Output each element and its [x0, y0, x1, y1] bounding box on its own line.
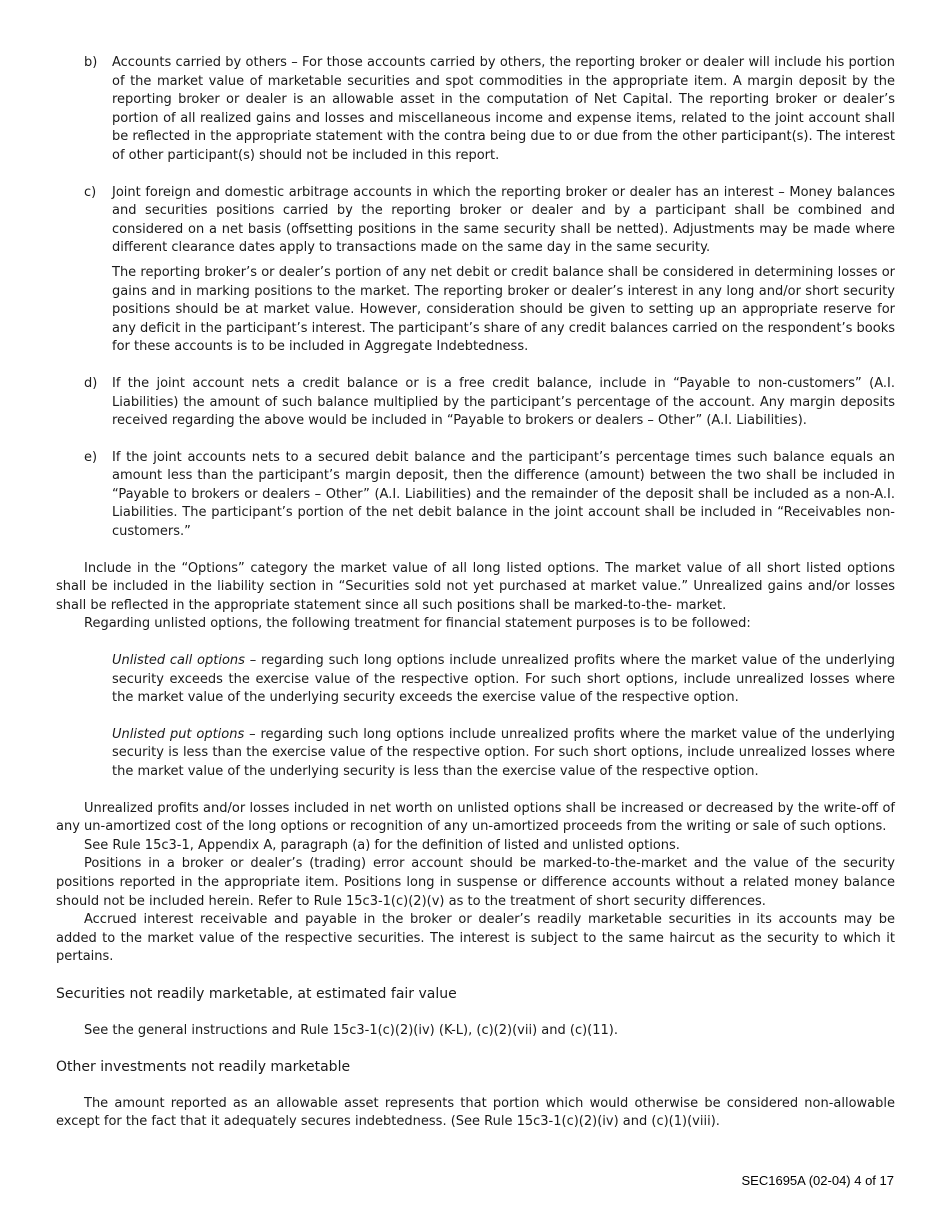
paragraph	[112, 652, 895, 708]
list-item-body	[112, 449, 895, 542]
section-heading: Securities not readily marketable, at estimated fair value	[56, 985, 457, 1002]
paragraph: See the general instructions and Rule 15c3-1(c)(2)(iv) (K-L), (c)(2)(vii) and (c)(11).	[84, 1022, 618, 1038]
list-marker: b)	[84, 55, 98, 70]
paragraph: Accounts carried by others – For those accounts carried by others, the reporting broker or dealer will include his portion of the market value of marketable securities and spot commodities in the appropriate item. A margin deposit by the reporting broker or dealer is an allowable asset in the computation of Net Capital. The reporting broker or dealer’s portion of all realized gains and losses and miscellaneous income and expense items, related to the joint account shall be reflected in the appropriate statement with the contra being due to or due from the other participant(s). The interest of other participant(s) should not be included in this report.	[112, 55, 895, 163]
paragraph: See Rule 15c3-1, Appendix A, paragraph (a) for the definition of listed and unlisted options.	[84, 837, 680, 853]
list-item-c	[56, 184, 895, 357]
section-heading: Other investments not readily marketable	[56, 1059, 351, 1076]
page-footer: SEC1695A (02-04) 4 of 17	[741, 1173, 894, 1188]
paragraph: Accrued interest receivable and payable in the broker or dealer’s readily marketable securities in its accounts may be added to the market value of the respective securities. The interest is subject to the same haircut as the security to which it pertains.	[56, 912, 895, 965]
list-item-body	[112, 54, 895, 166]
unlisted-options-intro: Regarding unlisted options, the following treatment for financial statement purposes is to be followed:	[84, 616, 751, 632]
unlisted-call-options	[112, 652, 895, 708]
options-paragraph: Include in the “Options” category the market value of all long listed options. The market value of all short listed options shall be included in the liability section in “Securities sold not yet purchased at market value.” Unrealized gains and/or losses shall be reflected in the appropriate statement since all such positions shall be marked-to-the- market.	[56, 560, 895, 613]
paragraph: The reporting broker’s or dealer’s portion of any net debit or credit balance shall be considered in determining losses or gains and in marking positions to the market. The reporting broker or dealer’s interest in any long and/or short security positions should be at market value. However, consideration should be given to setting up an appropriate reserve for any deficit in the participant’s interest. The participant’s share of any credit balances carried on the respondent’s books for these accounts is to be included in Aggregate Indebtedness.	[112, 264, 895, 355]
list-item-body	[112, 184, 895, 357]
paragraph: The amount reported as an allowable asset represents that portion which would otherwise be considered non-allowable except for the fact that it adequately secures indebtedness. (See Rule 15c3-1(c)(2)(iv) and (c)(1)(viii).	[56, 1095, 895, 1130]
unlisted-call-text: – regarding such long options include unrealized profits where the market value of the underlying security exceeds the exercise value of the respective option. For such short options, include unrealized losses where the market value of the underlying security exceeds the exercise value of the respective option.	[112, 653, 895, 706]
list-marker: e)	[84, 449, 98, 465]
list-item-body	[112, 375, 895, 431]
list-marker: c)	[84, 184, 97, 200]
unlisted-put-options	[112, 726, 895, 782]
paragraph: If the joint accounts nets to a secured debit balance and the participant’s percentage times such balance equals an amount less than the participant’s margin deposit, then the difference (amount) between the two shall be included in “Payable to brokers or dealers – Other” (A.I. Liabilities) and the remainder of the deposit shall be included as a non-A.I. Liabilities. The participant’s portion of the net debit balance in the joint account shall be included in “Receivables non-customers.”	[112, 449, 895, 540]
paragraph	[112, 726, 895, 782]
unlisted-put-text: – regarding such long options include unrealized profits where the market value of the underlying security is less than the exercise value of the respective option. For such short options, include unrealized losses where the market value of the underlying security is less than the exercise value of the respective option.	[112, 726, 895, 779]
paragraph: If the joint account nets a credit balance or is a free credit balance, include in “Payable to non-customers” (A.I. Liabilities) the amount of such balance multiplied by the participant’s percentage of the account. Any margin deposits received regarding the above would be included in “Payable to brokers or dealers – Other” (A.I. Liabilities).	[112, 375, 895, 429]
unlisted-call-term: Unlisted call options	[112, 653, 245, 669]
list-item-e	[56, 449, 895, 542]
unlisted-put-term: Unlisted put options	[112, 726, 245, 742]
paragraph: Positions in a broker or dealer’s (trading) error account should be marked-to-the-market and the value of the security positions reported in the appropriate item. Positions long in suspense or difference accounts without a related money balance should not be included herein. Refer to Rule 15c3-1(c)(2)(v) as to the treatment of short security differences.	[56, 856, 895, 909]
list-item-b	[56, 54, 895, 166]
paragraph: Joint foreign and domestic arbitrage accounts in which the reporting broker or dealer has an interest – Money balances and securities positions carried by the reporting broker or dealer and by a participant shall be combined and considered on a net basis (offsetting positions in the same security shall be netted). Adjustments may be made where different clearance dates apply to transactions made on the same day in the same security.	[112, 184, 895, 256]
list-item-d	[56, 375, 895, 431]
paragraph: Unrealized profits and/or losses included in net worth on unlisted options shall be increased or decreased by the write-off of any un-amortized cost of the long options or recognition of any un-amortized proceeds from the writing or sale of such options.	[56, 800, 895, 835]
document-page	[56, 54, 895, 1132]
list-marker: d)	[84, 375, 98, 391]
